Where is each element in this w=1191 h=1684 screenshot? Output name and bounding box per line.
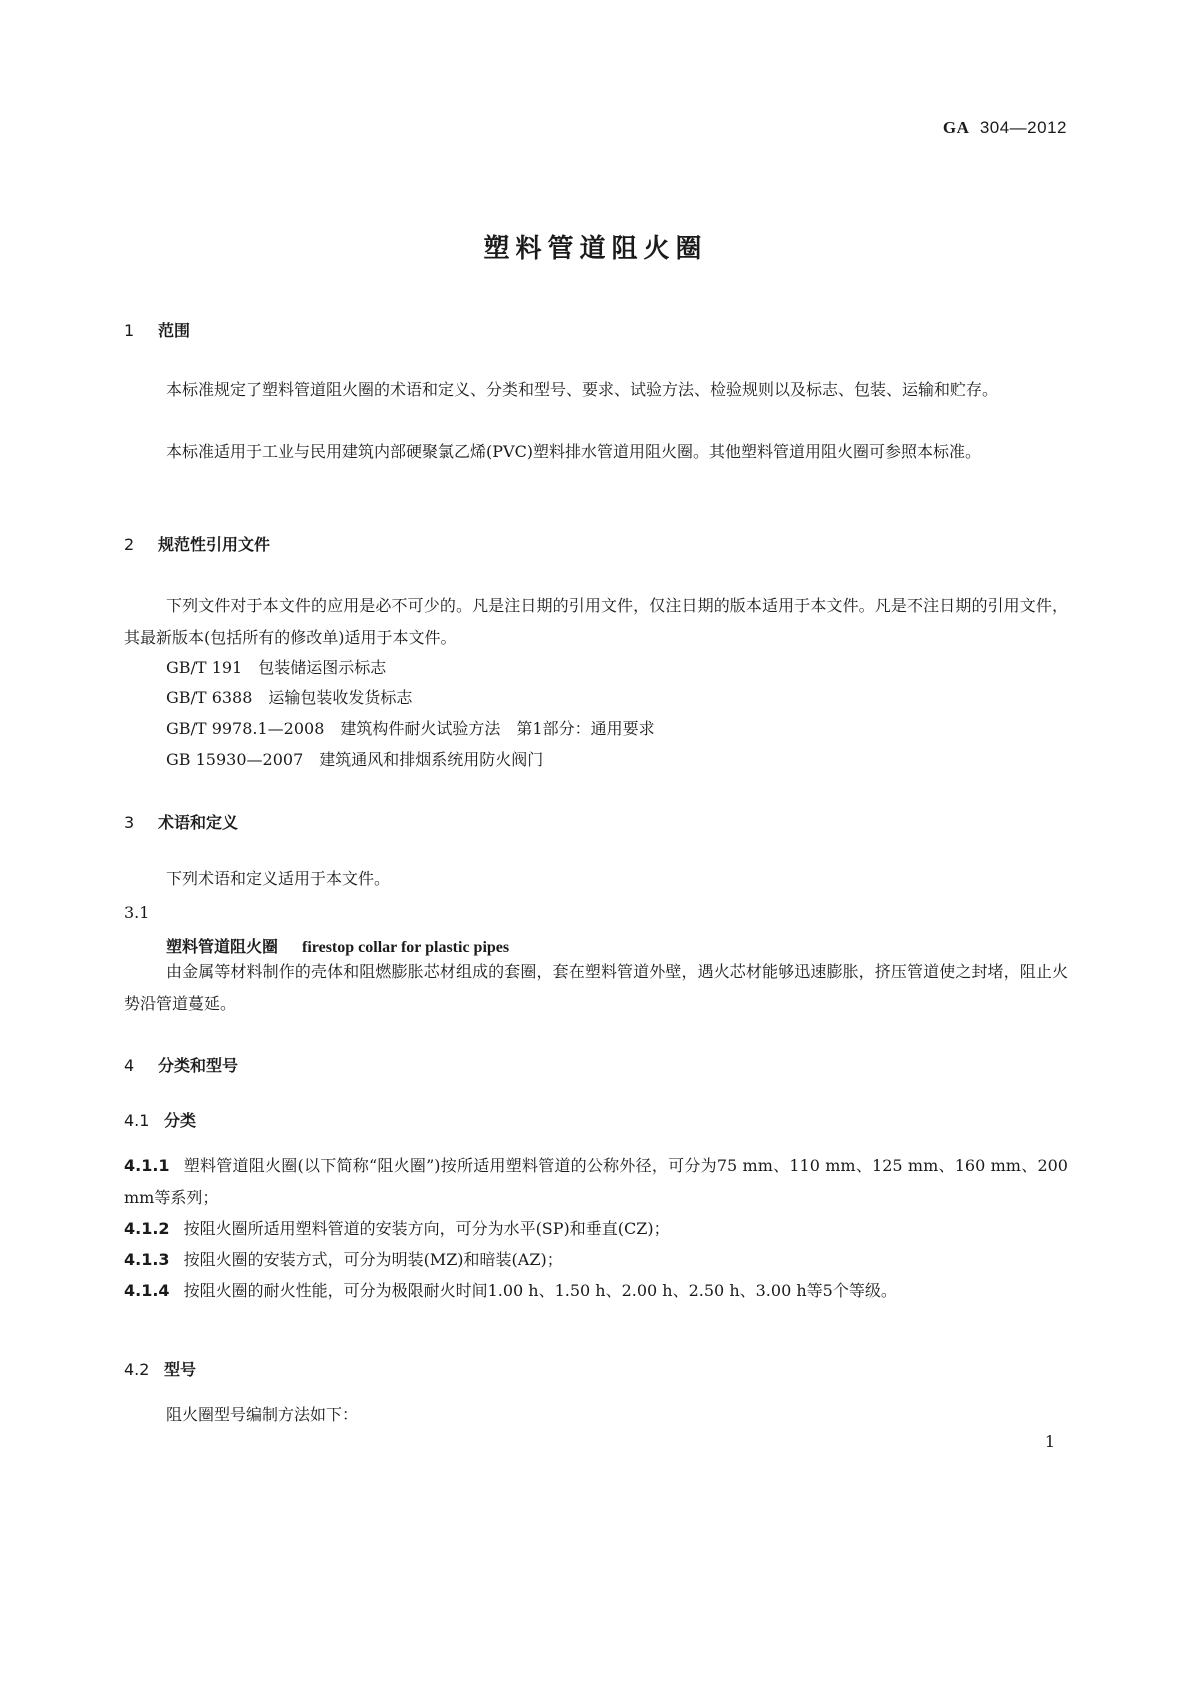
clause-text: 按阻火圈的安装方式，可分为明装(MZ)和暗装(AZ)； [183,1250,563,1269]
reference-code: GB/T 9978.1—2008 [166,719,325,738]
reference-code: GB 15930—2007 [166,750,304,769]
section-number: 2 [124,535,135,554]
section-title: 术语和定义 [158,813,239,832]
reference-title: 建筑构件耐火试验方法 第1部分：通用要求 [340,719,655,738]
reference-item [166,716,655,739]
standard-number: 304—2012 [979,118,1067,137]
clause-text: 按阻火圈的耐火性能，可分为极限耐火时间1.00 h、1.50 h、2.00 h、2.50 h、3.00 h等5个等级。 [183,1281,897,1300]
section-number: 1 [124,321,135,340]
reference-code: GB/T 6388 [166,688,253,707]
subsection-heading-4-1 [124,1108,196,1131]
subsection-title: 型号 [164,1360,197,1379]
reference-item [166,655,386,678]
standard-code [943,118,1067,138]
paragraph: 阻火圈型号编制方法如下： [166,1405,359,1424]
section-title: 规范性引用文件 [158,535,271,554]
term-definition: 由金属等材料制作的壳体和阻燃膨胀芯材组成的套圈，套在塑料管道外壁，遇火芯材能够迅速膨胀，挤压管道使之封堵，阻止火势沿管道蔓延。 [124,962,1068,1013]
clause-number: 4.1.3 [124,1250,170,1269]
clause-number: 4.1.1 [124,1156,170,1175]
document-title: 塑料管道阻火圈 [483,234,708,264]
section-title: 分类和型号 [158,1056,239,1075]
subsection-heading-4-2 [124,1357,196,1380]
section-title: 范围 [158,321,191,340]
section-number: 4 [124,1056,135,1075]
section-heading-4 [124,1053,238,1076]
reference-title: 包装储运图示标志 [258,658,387,677]
section-number: 3 [124,813,135,832]
clause [124,1213,1068,1245]
subsection-title: 分类 [164,1111,197,1130]
reference-item [166,685,412,708]
section-heading-1 [124,318,190,341]
clause-text: 塑料管道阻火圈(以下简称“阻火圈”)按所适用塑料管道的公称外径，可分为75 mm、110 mm、125 mm、160 mm、200 mm等系列； [124,1156,1068,1207]
clause-number: 4.1.4 [124,1281,170,1300]
subsection-number: 4.1 [124,1111,150,1130]
standard-prefix: GA [942,118,970,137]
term-en: firestop collar for plastic pipes [302,939,510,956]
paragraph: 本标准规定了塑料管道阻火圈的术语和定义、分类和型号、要求、试验方法、检验规则以及标志、包装、运输和贮存。 [166,380,999,399]
term-number: 3.1 [124,903,150,922]
term-zh: 塑料管道阻火圈 [166,937,279,956]
paragraph: 下列文件对于本文件的应用是必不可少的。凡是注日期的引用文件，仅注日期的版本适用于本文件。凡是不注日期的引用文件，其最新版本(包括所有的修改单)适用于本文件。 [124,596,1068,647]
reference-title: 建筑通风和排烟系统用防火阀门 [319,750,544,769]
page-number: 1 [1044,1432,1055,1451]
reference-code: GB/T 191 [166,658,243,677]
clause [124,1244,1068,1276]
clause-number: 4.1.2 [124,1219,170,1238]
subsection-number: 4.2 [124,1360,150,1379]
clause [124,1275,1068,1307]
term-entry [166,934,509,957]
section-heading-2 [124,532,270,555]
reference-title: 运输包装收发货标志 [268,688,413,707]
paragraph: 本标准适用于工业与民用建筑内部硬聚氯乙烯(PVC)塑料排水管道用阻火圈。其他塑料管道用阻火圈可参照本标准。 [166,442,982,461]
clause [124,1150,1068,1214]
section-heading-3 [124,810,238,833]
reference-item [166,747,543,770]
paragraph: 下列术语和定义适用于本文件。 [166,869,391,888]
clause-text: 按阻火圈所适用塑料管道的安装方向，可分为水平(SP)和垂直(CZ)； [183,1219,670,1238]
